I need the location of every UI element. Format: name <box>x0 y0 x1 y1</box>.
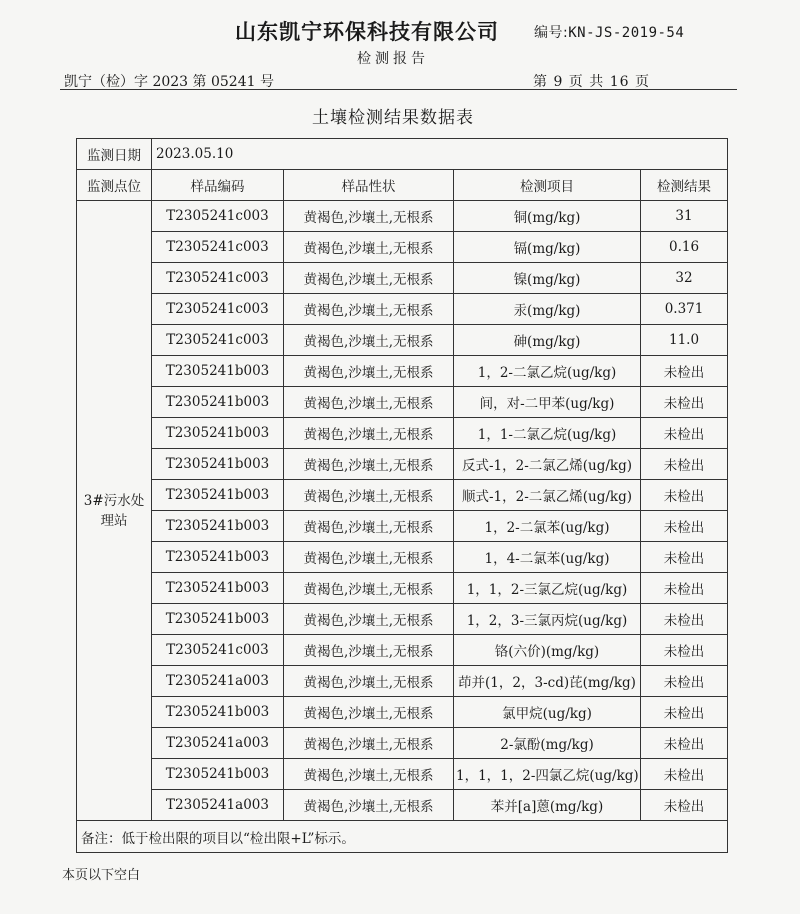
sample-description-cell: 黄褐色,沙壤土,无根系 <box>284 449 454 480</box>
sample-description-cell: 黄褐色,沙壤土,无根系 <box>284 325 454 356</box>
test-item-cell: 砷(mg/kg) <box>454 325 641 356</box>
sample-description-cell: 黄褐色,沙壤土,无根系 <box>284 294 454 325</box>
test-item-cell: 间，对-二甲苯(ug/kg) <box>454 387 641 418</box>
table-title: 土壤检测结果数据表 <box>312 108 474 128</box>
date-label: 监测日期 <box>77 139 152 170</box>
sample-code-cell: T2305241b003 <box>152 542 284 573</box>
report-title: 检测报告 <box>357 51 429 67</box>
note-row <box>77 821 728 853</box>
test-item-cell: 1，1-二氯乙烷(ug/kg) <box>454 418 641 449</box>
test-item-cell: 镉(mg/kg) <box>454 232 641 263</box>
test-item-cell: 1，2-二氯苯(ug/kg) <box>454 511 641 542</box>
sample-code-cell: T2305241c003 <box>152 232 284 263</box>
test-item-cell: 汞(mg/kg) <box>454 294 641 325</box>
test-item-cell: 茚并(1，2，3-cd)芘(mg/kg) <box>454 666 641 697</box>
result-cell: 未检出 <box>641 728 728 759</box>
table-row <box>77 635 728 666</box>
table-row <box>77 573 728 604</box>
table-row <box>77 201 728 232</box>
column-header-sample-code: 样品编码 <box>152 170 284 201</box>
sample-description-cell: 黄褐色,沙壤土,无根系 <box>284 728 454 759</box>
sample-description-cell: 黄褐色,沙壤土,无根系 <box>284 790 454 821</box>
sample-code-cell: T2305241b003 <box>152 387 284 418</box>
document-number-label: 编号: <box>534 25 569 41</box>
sample-description-cell: 黄褐色,沙壤土,无根系 <box>284 511 454 542</box>
table-row <box>77 697 728 728</box>
sample-description-cell: 黄褐色,沙壤土,无根系 <box>284 666 454 697</box>
test-item-cell: 氯甲烷(ug/kg) <box>454 697 641 728</box>
test-item-cell: 1，1，1，2-四氯乙烷(ug/kg) <box>454 759 641 790</box>
soil-results-table <box>76 138 728 853</box>
table-row <box>77 728 728 759</box>
sample-description-cell: 黄褐色,沙壤土,无根系 <box>284 232 454 263</box>
result-cell: 未检出 <box>641 480 728 511</box>
column-header-site: 监测点位 <box>77 170 152 201</box>
sample-code-cell: T2305241c003 <box>152 263 284 294</box>
result-cell: 0.371 <box>641 294 728 325</box>
table-row <box>77 449 728 480</box>
sample-description-cell: 黄褐色,沙壤土,无根系 <box>284 387 454 418</box>
result-cell: 0.16 <box>641 232 728 263</box>
table-row <box>77 480 728 511</box>
sample-code-cell: T2305241c003 <box>152 635 284 666</box>
table-row <box>77 666 728 697</box>
sample-code-cell: T2305241b003 <box>152 356 284 387</box>
table-row <box>77 604 728 635</box>
table-row <box>77 542 728 573</box>
sample-description-cell: 黄褐色,沙壤土,无根系 <box>284 759 454 790</box>
footer-text: 本页以下空白 <box>62 868 141 883</box>
result-cell: 未检出 <box>641 387 728 418</box>
result-cell: 未检出 <box>641 573 728 604</box>
document-number <box>534 22 684 42</box>
test-item-cell: 2-氯酚(mg/kg) <box>454 728 641 759</box>
sample-code-cell: T2305241b003 <box>152 480 284 511</box>
table-row <box>77 387 728 418</box>
result-cell: 11.0 <box>641 325 728 356</box>
table-row <box>77 263 728 294</box>
note-text: 备注：低于检出限的项目以“检出限+L”标示。 <box>77 821 728 853</box>
table-row <box>77 294 728 325</box>
column-header-test-item: 检测项目 <box>454 170 641 201</box>
test-item-cell: 1，2，3-三氯丙烷(ug/kg) <box>454 604 641 635</box>
sample-code-cell: T2305241b003 <box>152 697 284 728</box>
sample-code-cell: T2305241a003 <box>152 728 284 759</box>
sample-description-cell: 黄褐色,沙壤土,无根系 <box>284 604 454 635</box>
table-row <box>77 511 728 542</box>
sample-code-cell: T2305241a003 <box>152 666 284 697</box>
result-cell: 未检出 <box>641 449 728 480</box>
result-cell: 未检出 <box>641 418 728 449</box>
table-row <box>77 759 728 790</box>
company-name: 山东凯宁环保科技有限公司 <box>235 19 499 44</box>
table-row <box>77 232 728 263</box>
sample-description-cell: 黄褐色,沙壤土,无根系 <box>284 573 454 604</box>
sample-code-cell: T2305241c003 <box>152 325 284 356</box>
test-item-cell: 顺式-1，2-二氯乙烯(ug/kg) <box>454 480 641 511</box>
header-row <box>77 170 728 201</box>
sample-description-cell: 黄褐色,沙壤土,无根系 <box>284 201 454 232</box>
result-cell: 31 <box>641 201 728 232</box>
sample-code-cell: T2305241b003 <box>152 604 284 635</box>
page-info: 第 9 页 共 16 页 <box>533 74 650 90</box>
sample-code-cell: T2305241b003 <box>152 449 284 480</box>
test-item-cell: 1，2-二氯乙烷(ug/kg) <box>454 356 641 387</box>
test-item-cell: 铜(mg/kg) <box>454 201 641 232</box>
sample-description-cell: 黄褐色,沙壤土,无根系 <box>284 635 454 666</box>
sample-description-cell: 黄褐色,沙壤土,无根系 <box>284 356 454 387</box>
sample-description-cell: 黄褐色,沙壤土,无根系 <box>284 418 454 449</box>
table-row <box>77 325 728 356</box>
sample-description-cell: 黄褐色,沙壤土,无根系 <box>284 697 454 728</box>
result-cell: 未检出 <box>641 511 728 542</box>
test-item-cell: 镍(mg/kg) <box>454 263 641 294</box>
table-row <box>77 790 728 821</box>
date-value: 2023.05.10 <box>152 139 728 170</box>
test-item-cell: 铬(六价)(mg/kg) <box>454 635 641 666</box>
sample-code-cell: T2305241b003 <box>152 418 284 449</box>
sample-description-cell: 黄褐色,沙壤土,无根系 <box>284 542 454 573</box>
result-cell: 未检出 <box>641 604 728 635</box>
sample-description-cell: 黄褐色,沙壤土,无根系 <box>284 480 454 511</box>
result-cell: 未检出 <box>641 356 728 387</box>
test-item-cell: 苯并[a]蒽(mg/kg) <box>454 790 641 821</box>
result-cell: 未检出 <box>641 697 728 728</box>
column-header-sample-description: 样品性状 <box>284 170 454 201</box>
table-row <box>77 418 728 449</box>
test-item-cell: 1，4-二氯苯(ug/kg) <box>454 542 641 573</box>
result-cell: 未检出 <box>641 759 728 790</box>
column-header-result: 检测结果 <box>641 170 728 201</box>
sample-code-cell: T2305241b003 <box>152 759 284 790</box>
site-cell: 3#污水处理站 <box>77 201 152 821</box>
sample-code-cell: T2305241c003 <box>152 201 284 232</box>
result-cell: 未检出 <box>641 542 728 573</box>
sample-code-cell: T2305241a003 <box>152 790 284 821</box>
sample-code-cell: T2305241b003 <box>152 511 284 542</box>
sample-description-cell: 黄褐色,沙壤土,无根系 <box>284 263 454 294</box>
result-cell: 32 <box>641 263 728 294</box>
result-cell: 未检出 <box>641 790 728 821</box>
table-row <box>77 356 728 387</box>
test-item-cell: 1，1，2-三氯乙烷(ug/kg) <box>454 573 641 604</box>
result-cell: 未检出 <box>641 666 728 697</box>
sample-code-cell: T2305241c003 <box>152 294 284 325</box>
test-item-cell: 反式-1，2-二氯乙烯(ug/kg) <box>454 449 641 480</box>
result-cell: 未检出 <box>641 635 728 666</box>
sample-code-cell: T2305241b003 <box>152 573 284 604</box>
report-number: 凯宁（检）字 2023 第 05241 号 <box>64 74 274 90</box>
header-divider <box>60 89 737 90</box>
document-number-value: KN-JS-2019-54 <box>568 25 685 41</box>
date-row <box>77 139 728 170</box>
